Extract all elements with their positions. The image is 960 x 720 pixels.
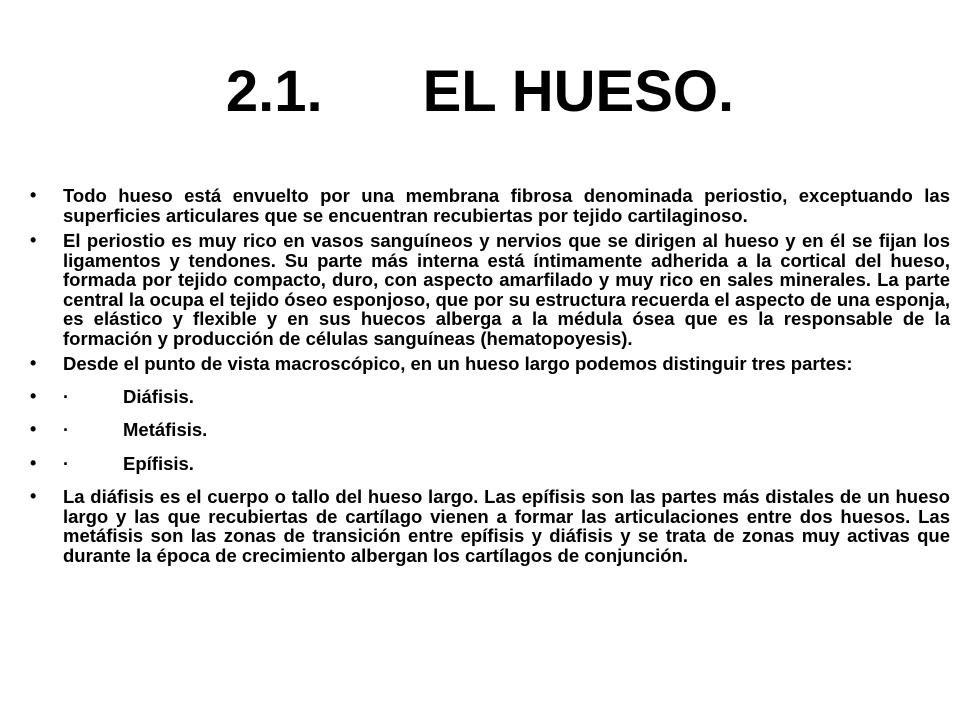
list-item-text: Desde el punto de vista macroscópico, en un hueso largo podemos distinguir tres partes: — [63, 353, 853, 374]
list-item-periostio — [30, 186, 950, 225]
list-item-text: La diáfisis es el cuerpo o tallo del hueso largo. Las epífisis son las partes más distales de un hueso largo y las que recubiertas de cartílago vienen a formar las articulaciones entre dos huesos. Las metáfisis son las zonas de transición entre epífisis y diáfisis y se trata de zonas muy activas que durante la época de crecimiento albergan los cartílagos de conjunción. — [63, 486, 950, 566]
bullet-icon: • — [30, 385, 37, 406]
list-item-definiciones — [30, 487, 950, 565]
slide-title — [0, 52, 960, 132]
bullet-icon: • — [30, 230, 37, 250]
list-item-text: Todo hueso está envuelto por una membrana fibrosa denominada periostio, exceptuando las superficies articulares que se encuentran recubiertas por tejido cartilaginoso. — [63, 185, 950, 226]
list-item-periostio-detail — [30, 231, 950, 348]
list-item-epifisis — [30, 454, 950, 475]
title-number: 2.1. — [225, 59, 323, 124]
sub-bullet-icon: · — [63, 420, 69, 440]
title-text: EL HUESO. — [422, 59, 735, 124]
bullet-icon: • — [30, 452, 37, 473]
list-item-text: Epífisis. — [123, 452, 194, 474]
list-item-partes — [30, 354, 950, 374]
list-item-text: El periostio es muy rico en vasos sanguíneos y nervios que se dirigen al hueso y en él se fijan los ligamentos y tendones. Su parte más interna está íntimamente adherida a la cortical del hueso, formada por tejido compacto, duro, con aspecto amarfilado y muy rico en sales minerales. La parte central la ocupa el tejido óseo esponjoso, que por su estructura recuerda el aspecto de una esponja, es elástico y flexible y en sus huecos alberga a la médula ósea que es la responsable de la formación y producción de células sanguíneas (hematopoyesis). — [63, 230, 950, 349]
sub-bullet-icon: · — [63, 386, 69, 407]
sub-bullet-icon: · — [63, 453, 69, 474]
bullet-icon: • — [30, 419, 37, 439]
bullet-icon: • — [30, 486, 37, 506]
list-item-text: Metáfisis. — [123, 419, 208, 440]
list-item-metafisis — [30, 420, 950, 441]
bullet-list — [30, 186, 950, 571]
list-item-diafisis — [30, 387, 950, 408]
list-item-text: Diáfisis. — [123, 385, 194, 407]
bullet-icon: • — [30, 353, 37, 373]
bullet-icon: • — [30, 185, 37, 205]
